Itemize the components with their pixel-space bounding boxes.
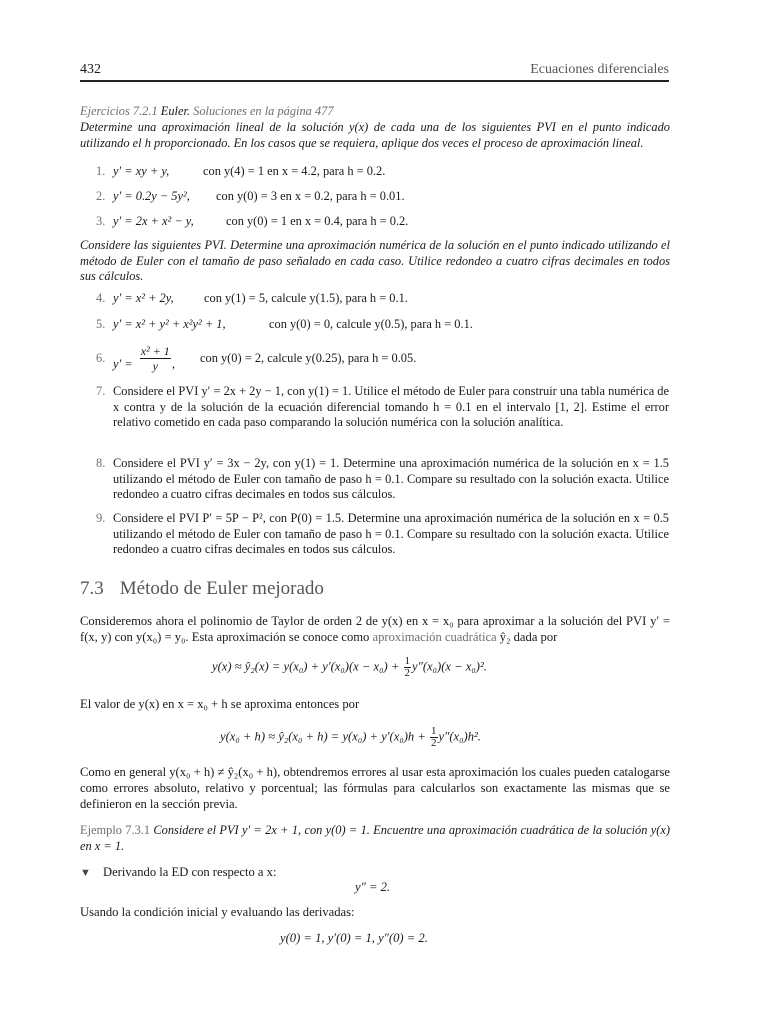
solutions-reference: Soluciones en la página 477 bbox=[193, 104, 334, 118]
paragraph-value: El valor de y(x) en x = x₀ + h se aproxima entonces por bbox=[80, 697, 360, 711]
paragraph-taylor bbox=[80, 613, 670, 645]
fraction-denominator: 2 bbox=[431, 737, 437, 749]
step-derive: Derivando la ED con respecto a x: bbox=[103, 865, 277, 879]
equation-right: y″(x₀)h². bbox=[438, 729, 481, 744]
exercise-equation: y′ = 2x + x² − y, bbox=[113, 214, 194, 228]
example-statement bbox=[80, 822, 670, 854]
exercises-label: Ejercicios 7.2.1 bbox=[80, 104, 158, 118]
exercise-condition: con y(0) = 0, calcule y(0.5), para h = 0.1. bbox=[269, 317, 473, 331]
equation-quadratic bbox=[212, 656, 487, 679]
solution-marker-icon: ▼ bbox=[80, 867, 91, 879]
equation-step bbox=[220, 726, 481, 749]
paragraph-text: Consideremos ahora el polinomio de Taylor de orden 2 de y(x) en x = x₀ para aproximar a la solución del PVI y′ = f(x, y) con y(x₀) = y₀. Esta aproximación se conoce como bbox=[80, 614, 670, 644]
example-label: Ejemplo 7.3.1 bbox=[80, 823, 151, 837]
fraction-denominator: 2 bbox=[404, 667, 411, 679]
exercise-number: 7. bbox=[96, 384, 106, 398]
exercises-heading bbox=[80, 104, 670, 120]
example-text: Considere el PVI y′ = 2x + 1, con y(0) = 1. Encuentre una aproximación cuadrática de la solución y(x) en x = 1. bbox=[80, 823, 670, 853]
fraction-numerator: x² + 1 bbox=[140, 344, 170, 358]
section-name: Método de Euler mejorado bbox=[119, 578, 324, 599]
exercise-condition: con y(0) = 3 en x = 0.2, para h = 0.01. bbox=[216, 189, 405, 203]
fraction-denominator: y bbox=[152, 359, 158, 373]
exercise-number: 6. bbox=[96, 351, 106, 365]
equation-second-derivative: y″ = 2. bbox=[355, 880, 391, 894]
equation-initial-values: y(0) = 1, y′(0) = 1, y″(0) = 2. bbox=[280, 931, 428, 945]
equation-right: y″(x₀)(x − x₀)². bbox=[412, 659, 487, 674]
exercise-number: 4. bbox=[96, 291, 106, 305]
exercise-number: 2. bbox=[96, 189, 106, 203]
page-header bbox=[80, 62, 669, 80]
fraction-numerator: 1 bbox=[431, 725, 437, 737]
equation-lhs: y′ = bbox=[113, 357, 133, 372]
exercises-topic: Euler. bbox=[160, 104, 191, 118]
exercise-equation: y′ = xy + y, bbox=[113, 164, 170, 178]
exercise-equation bbox=[113, 344, 175, 373]
half-fraction bbox=[430, 726, 438, 749]
exercise-number: 8. bbox=[96, 456, 106, 470]
quadratic-approximation-link[interactable]: aproximación cuadrática bbox=[372, 630, 497, 644]
exercise-equation: y′ = x² + y² + x²y² + 1, bbox=[113, 317, 226, 331]
page-number: 432 bbox=[80, 62, 101, 77]
exercise-number: 5. bbox=[96, 317, 106, 331]
equation-fraction bbox=[140, 344, 171, 373]
exercise-equation: y′ = 0.2y − 5y², bbox=[113, 189, 190, 203]
exercises-intro-1: Determine una aproximación lineal de la solución y(x) de cada una de los siguientes PVI en el punto indicado utilizando el h proporcionado. En los casos que se requiera, aplique dos veces el proceso de aproximación lineal. bbox=[80, 120, 670, 150]
exercise-number: 3. bbox=[96, 214, 106, 228]
section-title bbox=[80, 578, 324, 600]
exercise-number: 1. bbox=[96, 164, 106, 178]
header-rule bbox=[80, 80, 669, 82]
exercise-text: Considere el PVI P′ = 5P − P², con P(0) = 1.5. Determine una aproximación numérica de la solución en x = 0.5 utilizando el método de Euler con tamaño de paso h = 0.1. Compare su resultado con la solución exacta. Utilice redondeo a cuatro cifras decimales en todos sus cálculos. bbox=[113, 511, 669, 556]
equation-left: y(x₀ + h) ≈ ŷ₂(x₀ + h) = y(x₀) + y′(x₀)h + bbox=[220, 729, 426, 744]
exercise-condition: con y(0) = 2, calcule y(0.25), para h = 0.05. bbox=[200, 351, 417, 365]
exercises-intro-2: Considere las siguientes PVI. Determine una aproximación numérica de la solución en el punto indicado utilizando el método de Euler con el tamaño de paso señalado en cada caso. Utilice redondeo a cuatro cifras decimales en todos sus cálculos. bbox=[80, 238, 670, 283]
equation-tail: , bbox=[171, 357, 175, 372]
exercise-condition: con y(1) = 5, calcule y(1.5), para h = 0.1. bbox=[204, 291, 408, 305]
exercise-condition: con y(0) = 1 en x = 0.4, para h = 0.2. bbox=[226, 214, 409, 228]
paragraph-errors: Como en general y(x₀ + h) ≠ ŷ₂(x₀ + h), obtendremos errores al usar esta aproximación los cuales pueden catalogarse como errores absoluto, relativo y porcentual; las fórmulas para calcularlos son exactamente las mismas que se definieron en la sección previa. bbox=[80, 765, 670, 811]
exercise-condition: con y(4) = 1 en x = 4.2, para h = 0.2. bbox=[203, 164, 386, 178]
fraction-numerator: 1 bbox=[404, 655, 411, 667]
equation-left: y(x) ≈ ŷ₂(x) = y(x₀) + y′(x₀)(x − x₀) + bbox=[212, 659, 400, 674]
paragraph-text: ŷ₂ dada por bbox=[499, 630, 558, 644]
exercise-equation: y′ = x² + 2y, bbox=[113, 291, 174, 305]
exercise-text: Considere el PVI y′ = 2x + 2y − 1, con y(1) = 1. Utilice el método de Euler para construir una tabla numérica de x contra y de la solución de la ecuación diferencial tomando h = 0.1 en el intervalo [1, 2]. Estime el error relativo cometido en cada paso comparando la solución numérica con la solución analítica. bbox=[113, 384, 669, 429]
running-title: Ecuaciones diferenciales bbox=[530, 62, 669, 77]
exercise-text: Considere el PVI y′ = 3x − 2y, con y(1) = 1. Determine una aproximación numérica de la solución en x = 1.5 utilizando el método de Euler con tamaño de paso h = 0.1. Compare su resultado con la solución exacta. Utilice redondeo a cuatro cifras decimales en todos sus cálculos. bbox=[113, 456, 669, 501]
exercise-number: 9. bbox=[96, 511, 106, 525]
half-fraction bbox=[404, 656, 412, 679]
step-evaluate: Usando la condición inicial y evaluando las derivadas: bbox=[80, 905, 355, 919]
section-number: 7.3 bbox=[80, 578, 104, 599]
